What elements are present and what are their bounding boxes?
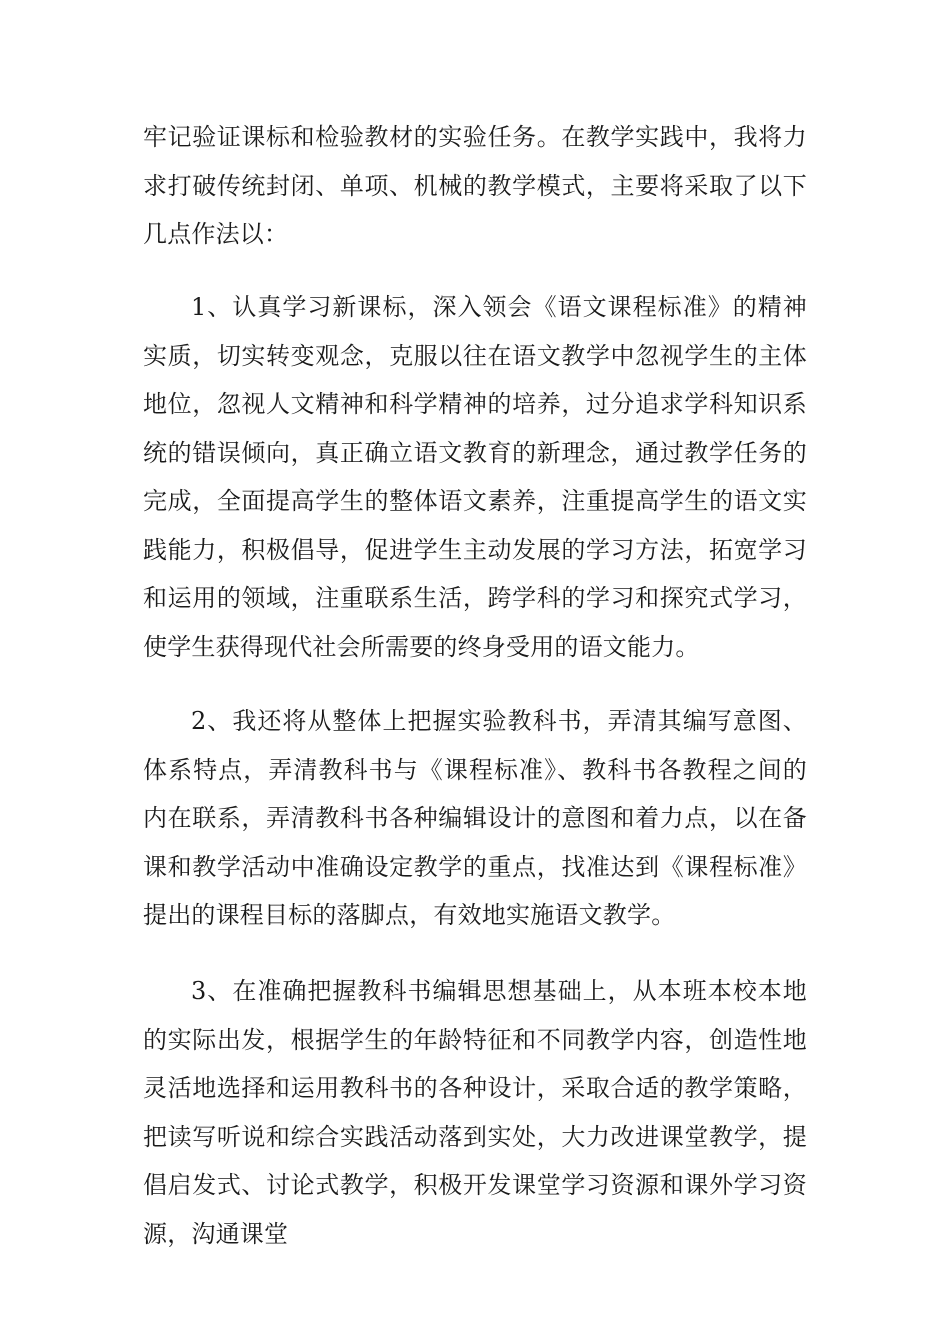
paragraph-2: [143, 697, 807, 940]
paragraph-text: 牢记验证课标和检验教材的实验任务。在教学实践中，我将力求打破传统封闭、单项、机械的教学模式，主要将采取了以下几点作法以：: [143, 123, 807, 248]
paragraph-text: 3、在准确把握教科书编辑思想基础上，从本班本校本地的实际出发，根据学生的年龄特征和不同教学内容，创造性地灵活地选择和运用教科书的各种设计，采取合适的教学策略，把读写听说和综合实践活动落到实处，大力改进课堂教学，提倡启发式、讨论式教学，积极开发课堂学习资源和课外学习资源，沟通课堂: [143, 977, 807, 1248]
paragraph-text: 2、我还将从整体上把握实验教科书，弄清其编写意图、体系特点，弄清教科书与《课程标准》、教科书各教程之间的内在联系，弄清教科书各种编辑设计的意图和着力点，以在备课和教学活动中准确设定教学的重点，找准达到《课程标准》提出的课程目标的落脚点，有效地实施语文教学。: [143, 707, 807, 929]
paragraph-3: [143, 967, 807, 1258]
paragraph-continuation: [143, 113, 807, 259]
paragraph-1: [143, 283, 807, 671]
paragraph-text: 1、认真学习新课标，深入领会《语文课程标准》的精神实质，切实转变观念，克服以往在语文教学中忽视学生的主体地位，忽视人文精神和科学精神的培养，过分追求学科知识系统的错误倾向，真正确立语文教育的新理念，通过教学任务的完成，全面提高学生的整体语文素养，注重提高学生的语文实践能力，积极倡导，促进学生主动发展的学习方法，拓宽学习和运用的领域，注重联系生活，跨学科的学习和探究式学习，使学生获得现代社会所需要的终身受用的语文能力。: [143, 293, 807, 661]
